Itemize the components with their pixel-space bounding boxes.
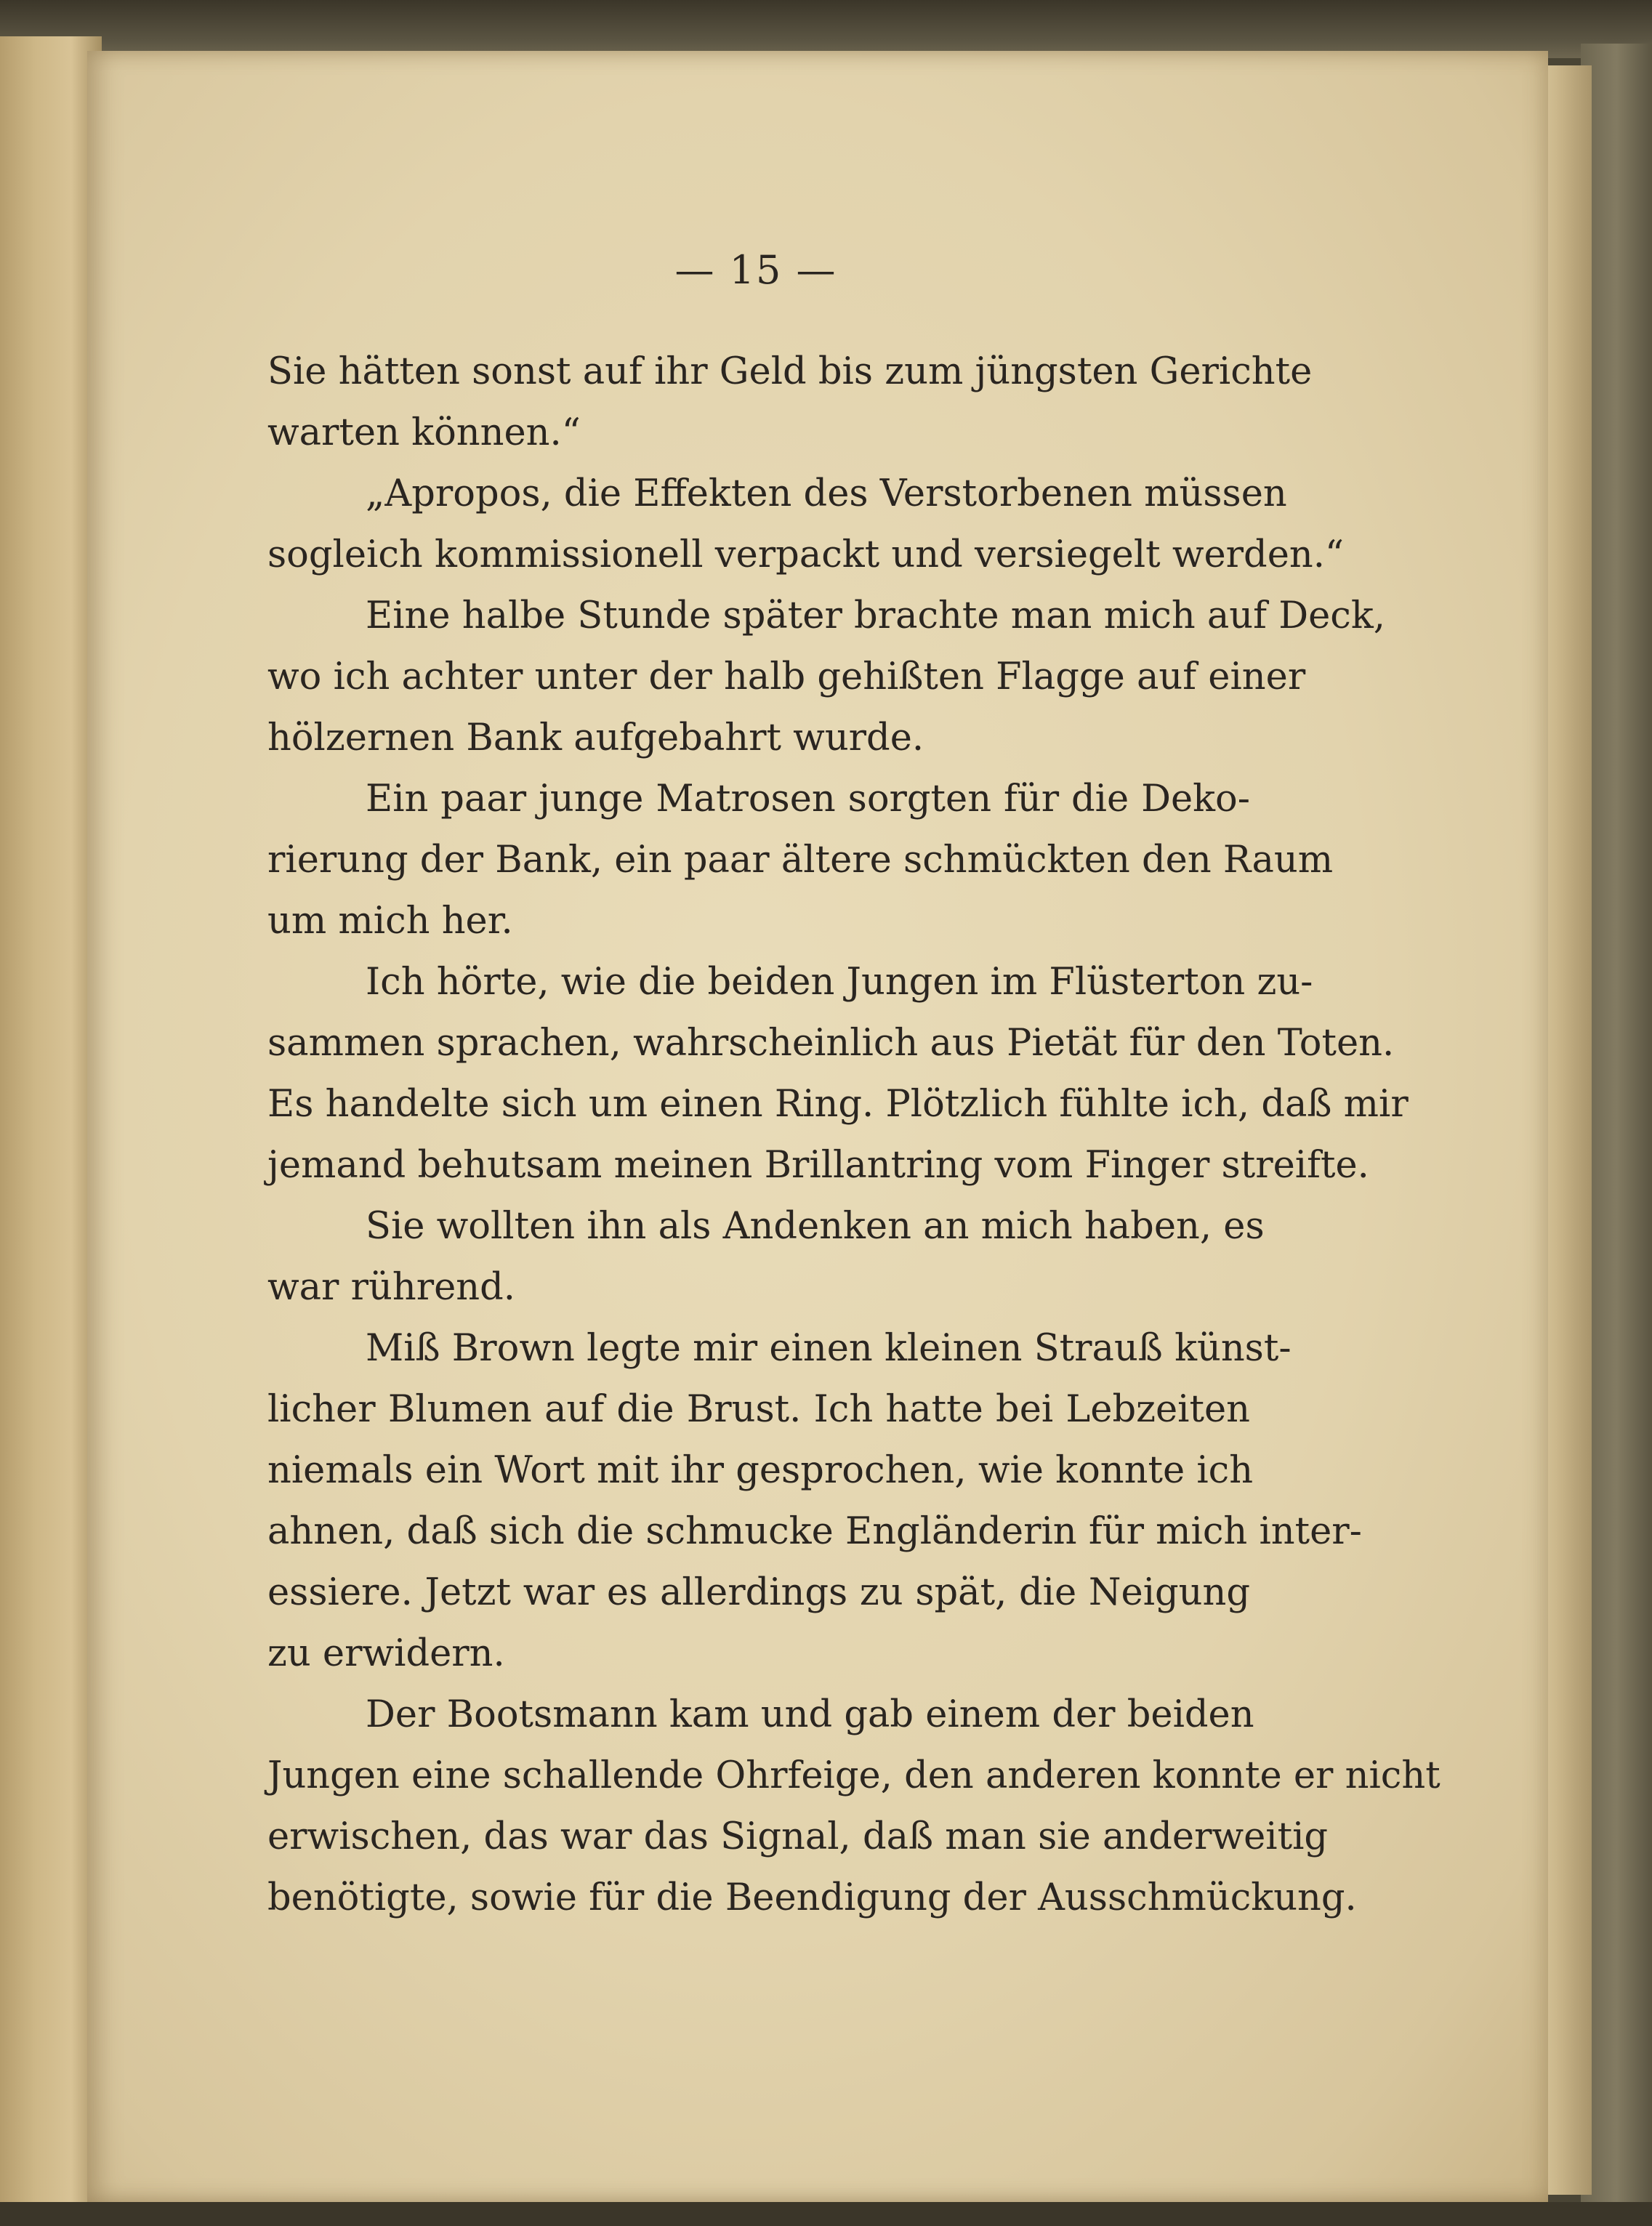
text-line: essiere. Jetzt war es allerdings zu spät, die Neigung [267, 1571, 1250, 1614]
text-line: warten können.“ [267, 411, 581, 454]
page-number: — 15 — [674, 247, 837, 293]
text-line: Sie wollten ihn als Andenken an mich haben, es [366, 1205, 1265, 1248]
text-line: sogleich kommissionell verpackt und versiegelt werden.“ [267, 533, 1345, 576]
text-line: rierung der Bank, ein paar ältere schmückten den Raum [267, 839, 1334, 882]
text-line: Es handelte sich um einen Ring. Plötzlich fühlte ich, daß mir [267, 1083, 1409, 1126]
text-line: niemals ein Wort mit ihr gesprochen, wie konnte ich [267, 1449, 1254, 1492]
text-line: Sie hätten sonst auf ihr Geld bis zum jüngsten Gerichte [267, 350, 1313, 393]
text-line: war rührend. [267, 1266, 515, 1309]
book-cover-top [0, 0, 1652, 58]
text-line: Ein paar junge Matrosen sorgten für die Deko- [366, 778, 1250, 820]
text-line: ahnen, daß sich die schmucke Engländerin für mich inter- [267, 1510, 1362, 1553]
text-line: sammen sprachen, wahrscheinlich aus Pietät für den Toten. [267, 1022, 1395, 1065]
text-line: Jungen eine schallende Ohrfeige, den anderen konnte er nicht [267, 1754, 1441, 1797]
previous-page-edge [0, 36, 102, 2209]
book-cover-bottom [0, 2202, 1652, 2226]
text-line: hölzernen Bank aufgebahrt wurde. [267, 717, 924, 759]
page-text [267, 342, 1441, 1929]
text-line: um mich her. [267, 900, 513, 943]
text-line: licher Blumen auf die Brust. Ich hatte bei Lebzeiten [267, 1388, 1250, 1431]
text-line: jemand behutsam meinen Brillantring vom Finger streifte. [267, 1144, 1369, 1187]
text-line: Der Bootsmann kam und gab einem der beiden [366, 1693, 1254, 1736]
text-line: wo ich achter unter der halb gehißten Flagge auf einer [267, 656, 1306, 698]
text-line: benötigte, sowie für die Beendigung der Ausschmückung. [267, 1876, 1357, 1919]
text-line: zu erwidern. [267, 1632, 505, 1675]
text-line: Ich hörte, wie die beiden Jungen im Flüsterton zu- [366, 961, 1313, 1004]
text-line: „Apropos, die Effekten des Verstorbenen müssen [366, 472, 1287, 515]
text-line: Eine halbe Stunde später brachte man mich auf Deck, [366, 594, 1385, 637]
text-line: erwischen, das war das Signal, daß man sie anderweitig [267, 1815, 1329, 1858]
text-line: Miß Brown legte mir einen kleinen Strauß künst- [366, 1327, 1292, 1370]
